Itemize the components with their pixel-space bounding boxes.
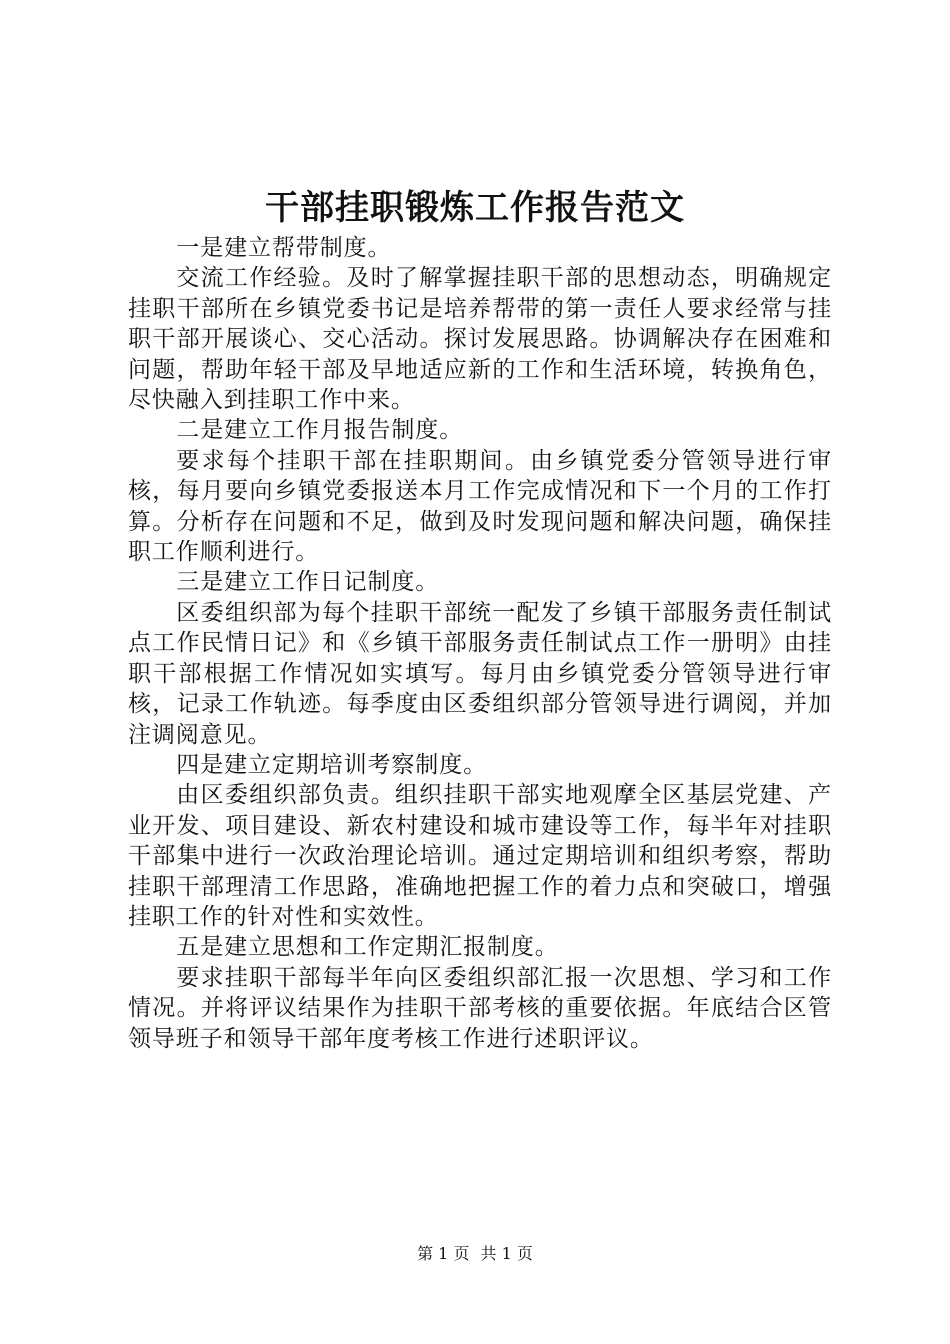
paragraph-heading-5: 五是建立思想和工作定期汇报制度。 — [176, 934, 559, 961]
paragraph-text-4: 由区委组织部负责。组织挂职干部实地观摩全区基层党建、产业开发、项目建设、新农村建设和城市建设等工作，每半年对挂职干部集中进行一次政治理论培训。通过定期培训和组织考察，帮助挂职干部理清工作思路，准确地把握工作的着力点和突破口，增强挂职工作的针对性和实效性。 — [128, 782, 832, 930]
document-title: 干部挂职锻炼工作报告范文 — [265, 188, 685, 228]
page-number: 第 1 页 — [417, 1244, 470, 1263]
paragraph-text-3: 区委组织部为每个挂职干部统一配发了乡镇干部服务责任制试点工作民情日记》和《乡镇干部服务责任制试点工作一册明》由挂职干部根据工作情况如实填写。每月由乡镇党委分管领导进行审核，记录工作轨迹。每季度由区委组织部分管领导进行调阅，并加注调阅意见。 — [128, 599, 832, 748]
page-footer — [0, 1244, 950, 1264]
paragraph-text-2: 要求每个挂职干部在挂职期间。由乡镇党委分管领导进行审核，每月要向乡镇党委报送本月工作完成情况和下一个月的工作打算。分析存在问题和不足，做到及时发现问题和解决问题，确保挂职工作顺利进行。 — [128, 447, 832, 566]
paragraph-heading-4: 四是建立定期培训考察制度。 — [176, 751, 487, 778]
paragraph-heading-1: 一是建立帮带制度。 — [176, 235, 392, 261]
paragraph-text-5: 要求挂职干部每半年向区委组织部汇报一次思想、学习和工作情况。并将评议结果作为挂职干部考核的重要依据。年底结合区管领导班子和领导干部年度考核工作进行述职评议。 — [128, 964, 832, 1052]
paragraph-heading-3: 三是建立工作日记制度。 — [176, 569, 440, 596]
page-total: 共 1 页 — [480, 1244, 533, 1263]
document-body — [128, 233, 832, 1054]
paragraph-text-1: 交流工作经验。及时了解掌握挂职干部的思想动态，明确规定挂职干部所在乡镇党委书记是培养帮带的第一责任人要求经常与挂职干部开展谈心、交心活动。探讨发展思路。协调解决存在困难和问题，帮助年轻干部及早地适应新的工作和生活环境，转换角色，尽快融入到挂职工作中来。 — [128, 265, 832, 414]
paragraph-heading-2: 二是建立工作月报告制度。 — [176, 417, 464, 444]
